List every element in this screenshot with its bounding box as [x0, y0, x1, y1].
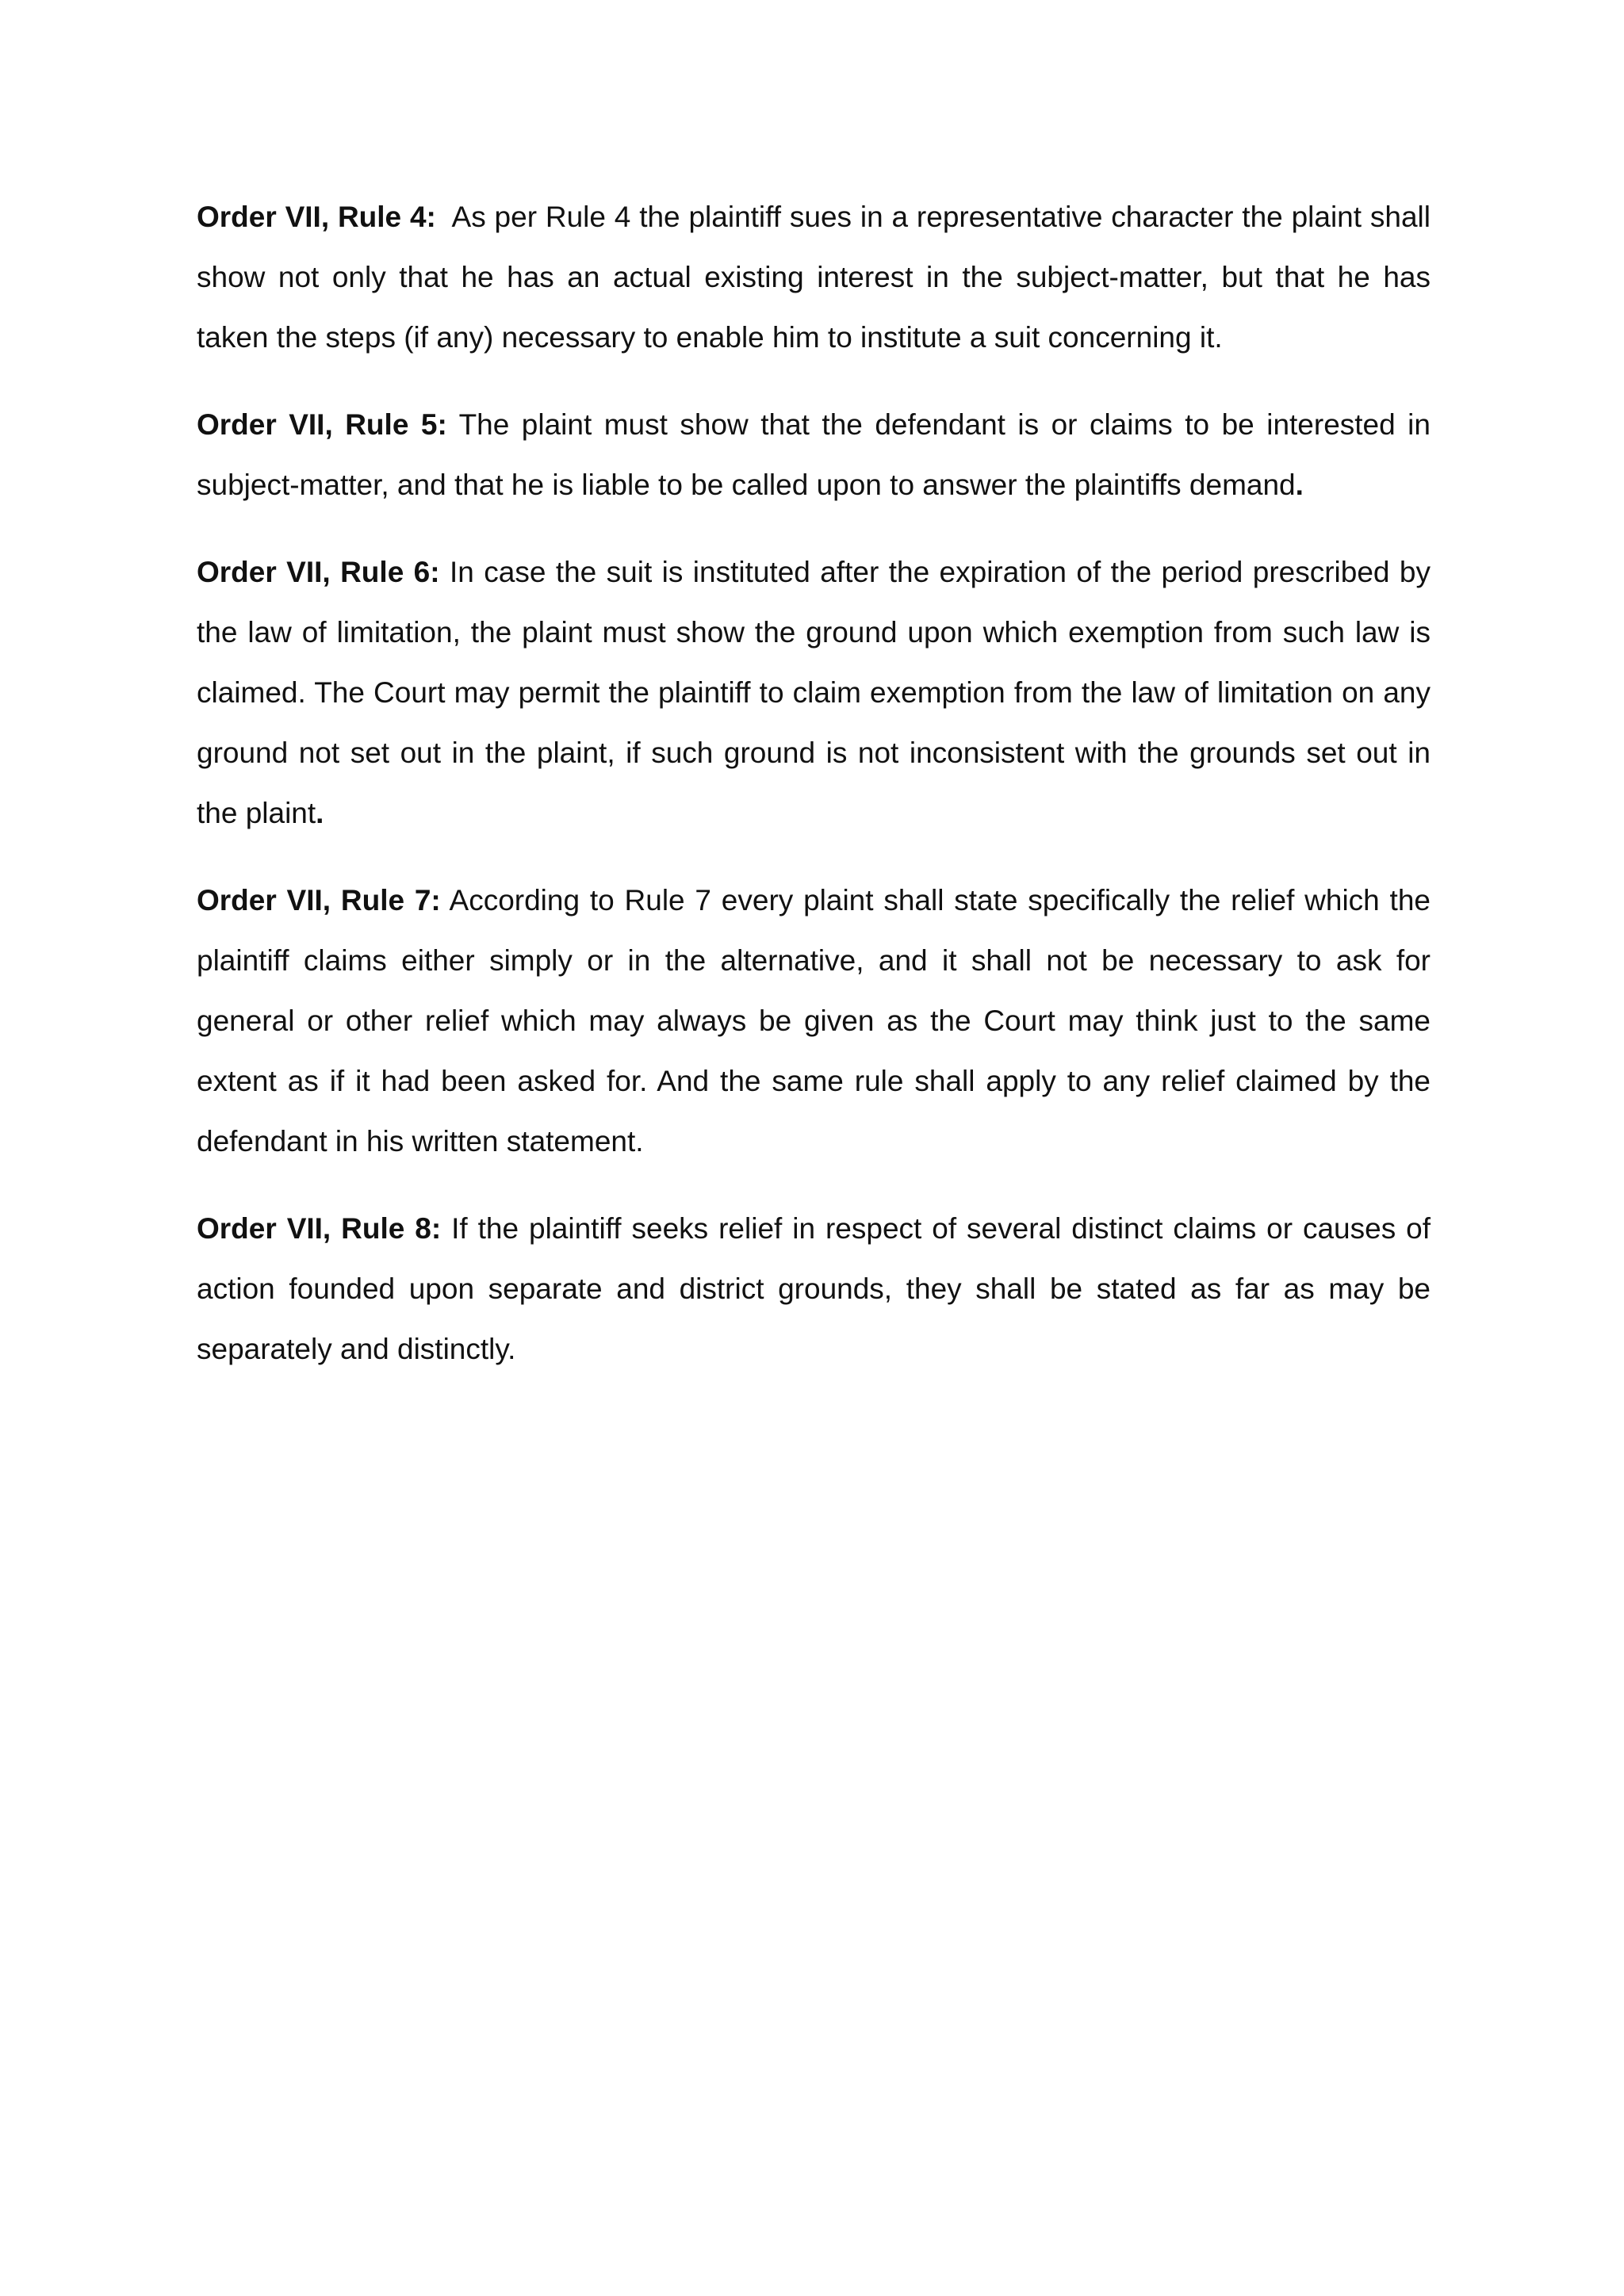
rule-label: Order VII, Rule 6: — [197, 556, 440, 588]
rule-end: . — [316, 797, 324, 829]
rule-label: Order VII, Rule 7: — [197, 884, 441, 916]
rule-label: Order VII, Rule 4: — [197, 201, 436, 233]
paragraph-order-vii-rule-6 — [197, 542, 1431, 844]
paragraph-order-vii-rule-4 — [197, 187, 1431, 368]
rule-text: The plaint must show that the defendant is or claims to be interested in subject-matter, and that he is liable to be called upon to answer the plaintiffs demand — [197, 408, 1431, 501]
rule-text: If the plaintiff seeks relief in respect of several distinct claims or causes of action founded upon separate and district grounds, they shall be stated as far as may be separately and distinctly. — [197, 1212, 1431, 1365]
rule-end: . — [1295, 469, 1304, 501]
rule-text: In case the suit is instituted after the expiration of the period prescribed by the law of limitation, the plaint must show the ground upon which exemption from such law is claimed. The Court may permit the plaintiff to claim exemption from the law of limitation on any ground not set out in the plaint, if such ground is not inconsistent with the grounds set out in the plaint — [197, 556, 1431, 829]
rule-text: As per Rule 4 the plaintiff sues in a representative character the plaint shall show not only that he has an actual existing interest in the subject-matter, but that he has taken the steps (if any) necessary to enable him to institute a suit concerning it. — [197, 201, 1431, 354]
document-body — [197, 187, 1431, 1406]
paragraph-order-vii-rule-5 — [197, 395, 1431, 515]
rule-label: Order VII, Rule 5: — [197, 408, 447, 441]
rule-text: According to Rule 7 every plaint shall state specifically the relief which the plaintiff claims either simply or in the alternative, and it shall not be necessary to ask for general or other relief which may always be given as the Court may think just to the same extent as if it had been asked for. And the same rule shall apply to any relief claimed by the defendant in his written statement. — [197, 884, 1431, 1158]
paragraph-order-vii-rule-8 — [197, 1199, 1431, 1380]
rule-label: Order VII, Rule 8: — [197, 1212, 442, 1245]
paragraph-order-vii-rule-7 — [197, 871, 1431, 1172]
